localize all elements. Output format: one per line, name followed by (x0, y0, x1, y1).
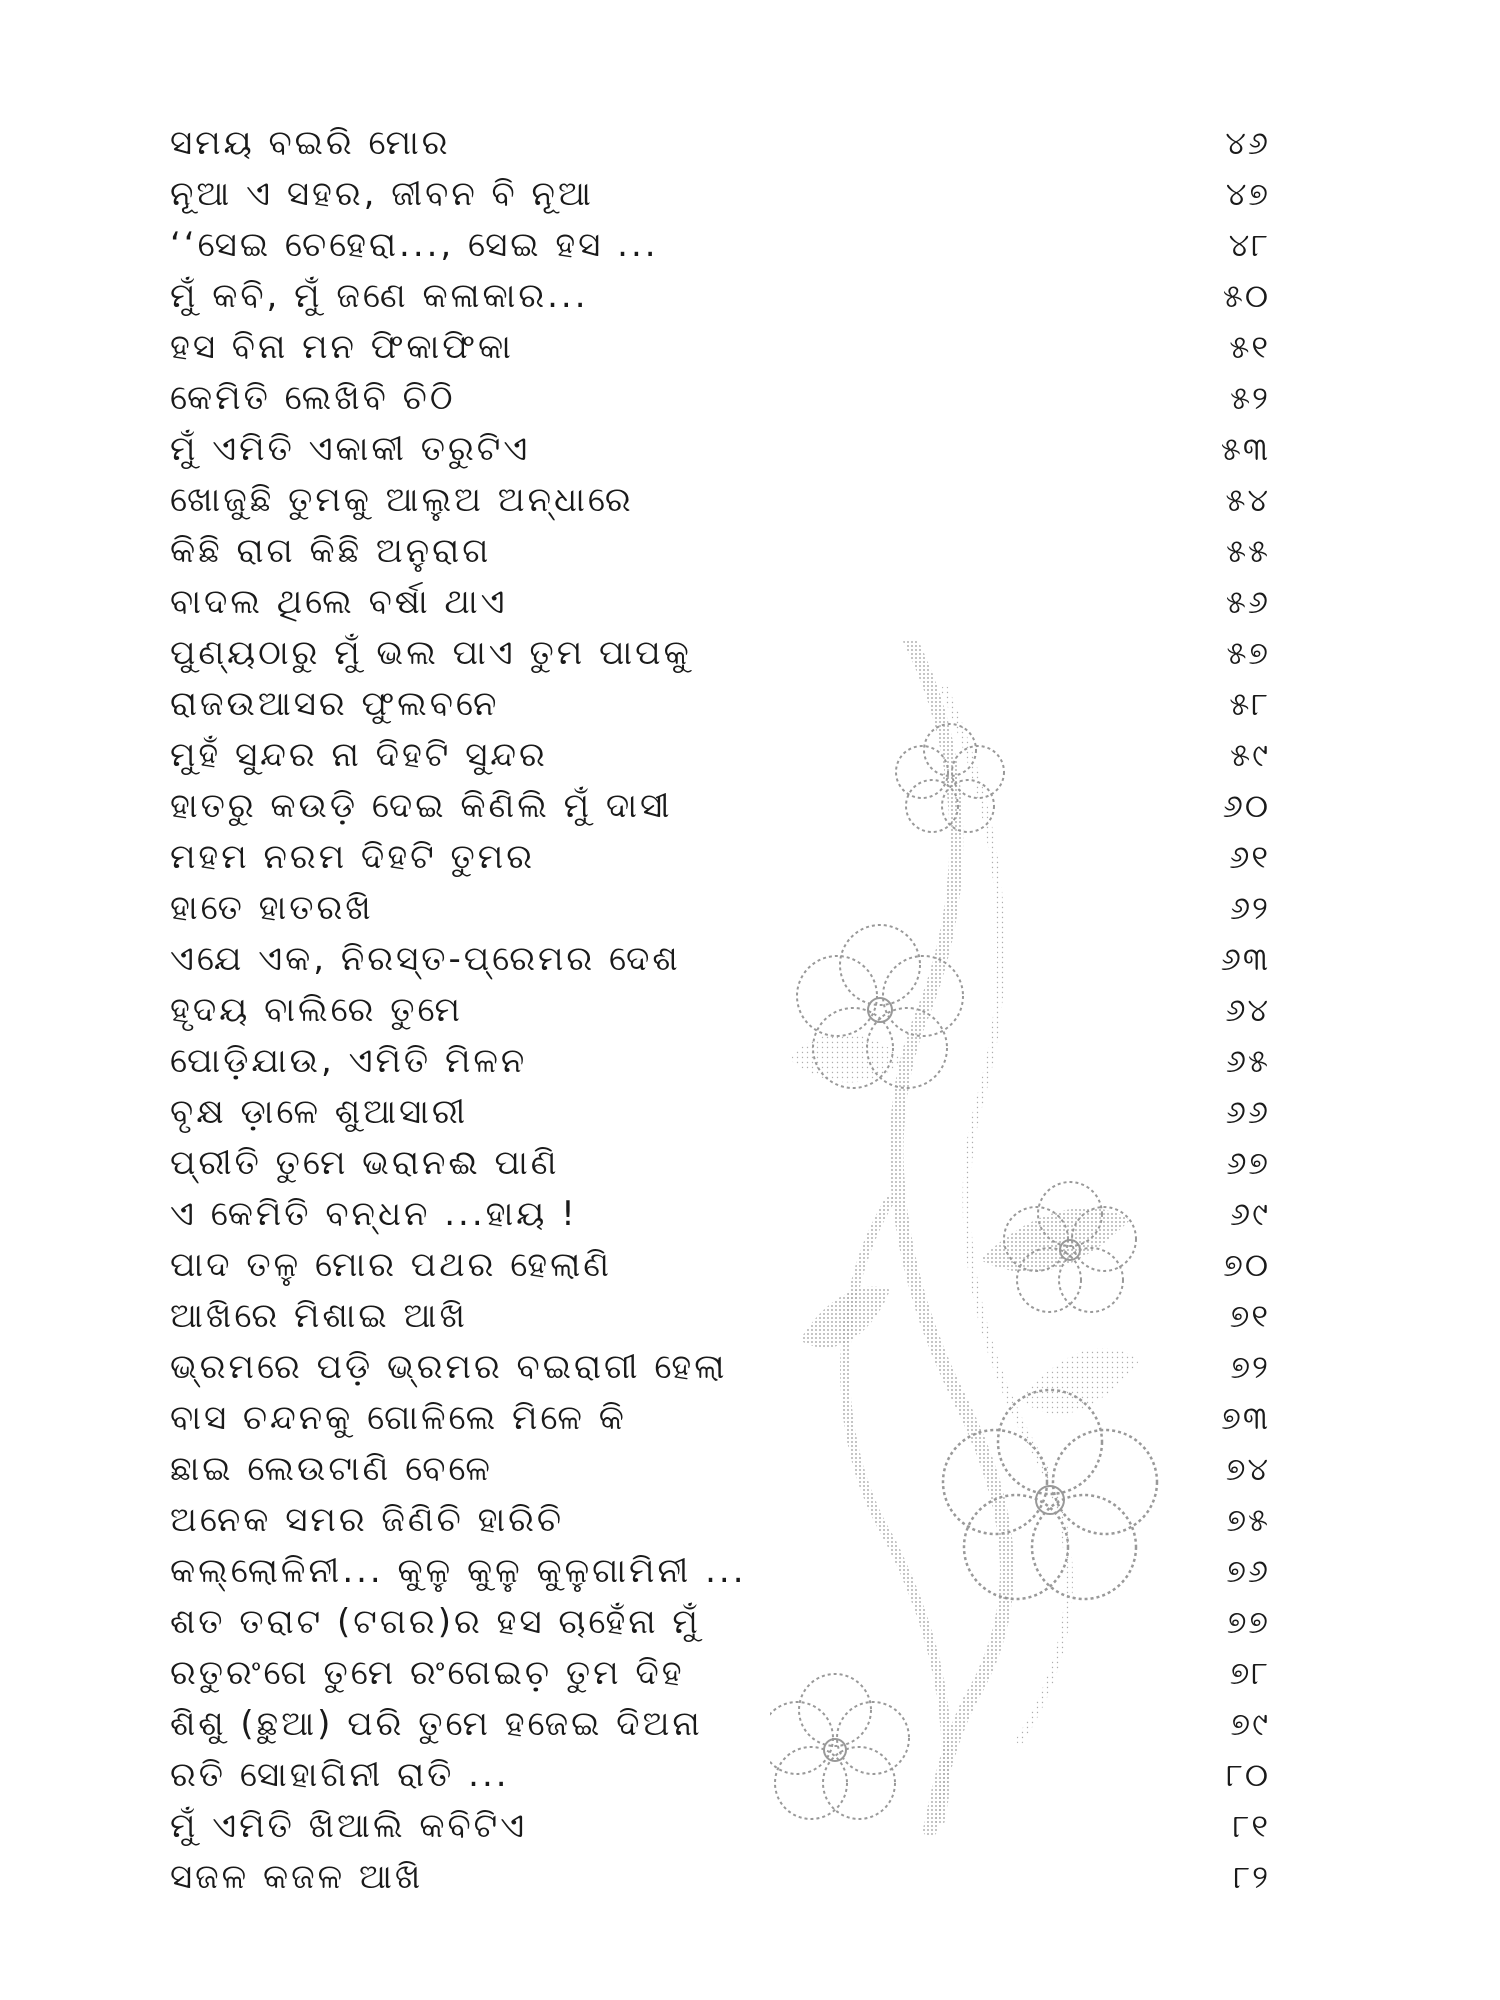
toc-entry-title: କିଛି ରାଗ କିଛି ଅନୁରାଗ (170, 531, 492, 571)
toc-entry-title: ହସ ବିନା ମନ ଫିକାଫିକା (170, 327, 514, 367)
toc-entry (170, 322, 1290, 373)
toc-entry-title: ଏଯେ ଏକ, ନିରସ୍ତ-ପ୍ରେମର ଦେଶ (170, 939, 681, 979)
toc-entry (170, 1342, 1290, 1393)
toc-entry (170, 220, 1290, 271)
toc-entry-title: ଏ କେମିତି ବନ୍ଧନ ...ହାୟ ! (170, 1194, 578, 1234)
toc-entry-page-number: ୬୭ (1226, 1144, 1270, 1182)
toc-entry-page-number: ୫୭ (1226, 634, 1270, 672)
toc-entry-title: ଅନେକ ସମର ଜିଣିଚି ହାରିଚି (170, 1500, 565, 1540)
toc-entry (170, 1852, 1290, 1903)
toc-entry (170, 1189, 1290, 1240)
toc-entry-page-number: ୫୨ (1230, 379, 1270, 417)
toc-entry-title: ମୁଁ ଏମିତି ଖିଆଲି କବିଟିଏ (170, 1806, 528, 1846)
toc-entry-title: ସମୟ ବଇରି ମୋର (170, 123, 451, 163)
toc-entry (170, 118, 1290, 169)
toc-entry-page-number: ୬୪ (1225, 991, 1270, 1029)
toc-entry-page-number: ୫୮ (1229, 685, 1270, 723)
toc-entry-page-number: ୫୩ (1220, 430, 1270, 468)
toc-entry-page-number: ୮୨ (1233, 1858, 1270, 1896)
toc-entry (170, 883, 1290, 934)
toc-entry-page-number: ୭୯ (1230, 1705, 1270, 1743)
toc-entry-title: କଲ୍ଲୋଳିନୀ... କୁଳୁ କୁଳୁ କୁଳୁଗାମିନୀ ... (170, 1551, 747, 1591)
toc-entry-title: ମୁଁ କବି, ମୁଁ ଜଣେ କଳାକାର... (170, 276, 589, 316)
toc-entry-page-number: ୫୯ (1230, 736, 1270, 774)
toc-entry (170, 577, 1290, 628)
toc-entry-page-number: ୬୧ (1229, 838, 1270, 876)
toc-entry (170, 475, 1290, 526)
toc-entry (170, 1393, 1290, 1444)
toc-entry (170, 1546, 1290, 1597)
toc-entry-title: ପୋଡ଼ିଯାଉ, ଏମିତି ମିଳନ (170, 1041, 528, 1081)
toc-entry-page-number: ୬୫ (1225, 1042, 1270, 1080)
table-of-contents (170, 118, 1290, 1903)
toc-entry-page-number: ୬୦ (1222, 787, 1270, 825)
toc-entry-page-number: ୪୭ (1225, 175, 1270, 213)
toc-entry (170, 730, 1290, 781)
toc-entry (170, 1699, 1290, 1750)
toc-entry-page-number: ୫୧ (1229, 328, 1270, 366)
toc-entry-page-number: ୮୦ (1226, 1756, 1270, 1794)
toc-entry (170, 271, 1290, 322)
toc-entry-title: କେମିତି ଲେଖିବି ଚିଠି (170, 378, 456, 418)
toc-entry (170, 1750, 1290, 1801)
toc-entry-page-number: ୬୨ (1229, 889, 1270, 927)
toc-entry-title: ଭ୍ରମରେ ପଡ଼ି ଭ୍ରମର ବଇରାଗୀ ହେଲା (170, 1347, 728, 1387)
toc-entry-title: ବାସ ଚନ୍ଦନକୁ ଗୋଳିଲେ ମିଳେ କି (170, 1398, 627, 1438)
toc-entry-page-number: ୭୫ (1226, 1501, 1270, 1539)
toc-entry (170, 1087, 1290, 1138)
toc-entry (170, 1036, 1290, 1087)
toc-entry-title: ଛାଇ ଲେଉଟାଣି ବେଳେ (170, 1449, 493, 1489)
toc-entry-title: ପୁଣ୍ୟଠାରୁ ମୁଁ ଭଲ ପାଏ ତୁମ ପାପକୁ (170, 633, 692, 673)
toc-entry (170, 1597, 1290, 1648)
toc-entry (170, 169, 1290, 220)
toc-entry-title: ବାଦଲ ଥିଲେ ବର୍ଷା ଥାଏ (170, 582, 508, 622)
toc-entry-page-number: ୪୮ (1228, 226, 1270, 264)
toc-entry-title: ପାଦ ତଳୁ ମୋର ପଥର ହେଲାଣି (170, 1245, 612, 1285)
toc-entry-page-number: ୭୬ (1226, 1552, 1270, 1590)
toc-entry-page-number: ୮୧ (1232, 1807, 1270, 1845)
toc-entry (170, 1138, 1290, 1189)
toc-entry (170, 679, 1290, 730)
toc-entry-page-number: ୪୬ (1225, 124, 1270, 162)
toc-entry-page-number: ୫୦ (1222, 277, 1270, 315)
toc-entry-title: ରତି ସୋହାଗିନୀ ରାତି ... (170, 1755, 510, 1795)
toc-entry-page-number: ୬୩ (1220, 940, 1270, 978)
toc-entry-page-number: ୭୭ (1226, 1603, 1270, 1641)
toc-entry (170, 373, 1290, 424)
toc-entry-page-number: ୭୧ (1229, 1297, 1270, 1335)
toc-entry-page-number: ୫୫ (1226, 532, 1270, 570)
toc-entry-title: ଖୋଜୁଛି ତୁମକୁ ଆଲୁଅ ଅନ୍ଧାରେ (170, 480, 634, 520)
toc-entry-title: ସଜଳ କଜଳ ଆଖି (170, 1857, 424, 1897)
toc-entry-page-number: ୭୦ (1223, 1246, 1270, 1284)
toc-entry (170, 1240, 1290, 1291)
toc-entry (170, 1444, 1290, 1495)
toc-entry-title: ମୁହଁ ସୁନ୍ଦର ନା ଦିହଟି ସୁନ୍ଦର (170, 735, 548, 775)
toc-entry-title: ମୁଁ ଏମିତି ଏକାକୀ ତରୁଟିଏ (170, 429, 531, 469)
toc-entry-title: ‘‘ସେଇ ଚେହେରା..., ସେଇ ହସ ... (170, 225, 659, 265)
toc-entry-title: ଶିଶୁ (ଛୁଆ) ପରି ତୁମେ ହଜେଇ ଦିଅନା (170, 1704, 703, 1744)
toc-entry-title: ଆଖିରେ ମିଶାଇ ଆଖି (170, 1296, 468, 1336)
toc-entry (170, 628, 1290, 679)
toc-entry (170, 985, 1290, 1036)
toc-entry-page-number: ୫୬ (1225, 583, 1270, 621)
toc-entry-title: ରତୁରଂଗେ ତୁମେ ରଂଗେଇଚ଼ ତୁମ ଦିହ (170, 1653, 685, 1693)
toc-entry-title: ହାତେ ହାତରଖି (170, 888, 374, 928)
toc-entry-page-number: ୬୯ (1229, 1195, 1270, 1233)
toc-entry (170, 934, 1290, 985)
toc-entry-page-number: ୫୪ (1225, 481, 1270, 519)
toc-entry-title: ନୂଆ ଏ ସହର, ଜୀବନ ବି ନୂଆ (170, 174, 594, 214)
toc-entry-title: ମହମ ନରମ ଦିହଟି ତୁମର (170, 837, 535, 877)
toc-entry-page-number: ୭୪ (1225, 1450, 1270, 1488)
toc-entry (170, 781, 1290, 832)
toc-entry-page-number: ୭୨ (1230, 1348, 1270, 1386)
toc-entry-title: ହାତରୁ କଉଡ଼ି ଦେଇ କିଣିଲି ମୁଁ ଦାସୀ (170, 786, 673, 826)
toc-entry (170, 526, 1290, 577)
toc-entry-title: ବୃକ୍ଷ ଡ଼ାଳେ ଶୁଆସାରୀ (170, 1092, 469, 1132)
toc-entry (170, 1495, 1290, 1546)
toc-entry (170, 1648, 1290, 1699)
toc-entry (170, 424, 1290, 475)
toc-entry-title: ରାଜଉଆସର ଫୁଲବନେ (170, 684, 500, 724)
toc-entry (170, 1291, 1290, 1342)
toc-entry-page-number: ୬୬ (1225, 1093, 1270, 1131)
toc-entry (170, 832, 1290, 883)
toc-entry-page-number: ୭୩ (1221, 1399, 1270, 1437)
toc-entry-title: ଶତ ତରାଟ (ଟଗର)ର ହସ ଚାହେଁନା ମୁଁ (170, 1602, 701, 1642)
toc-entry-title: ପ୍ରୀତି ତୁମେ ଭରାନଈ ପାଣି (170, 1143, 560, 1183)
toc-entry (170, 1801, 1290, 1852)
toc-entry-page-number: ୭୮ (1229, 1654, 1270, 1692)
toc-entry-title: ହୃଦୟ ବାଲିରେ ତୁମେ (170, 990, 463, 1030)
